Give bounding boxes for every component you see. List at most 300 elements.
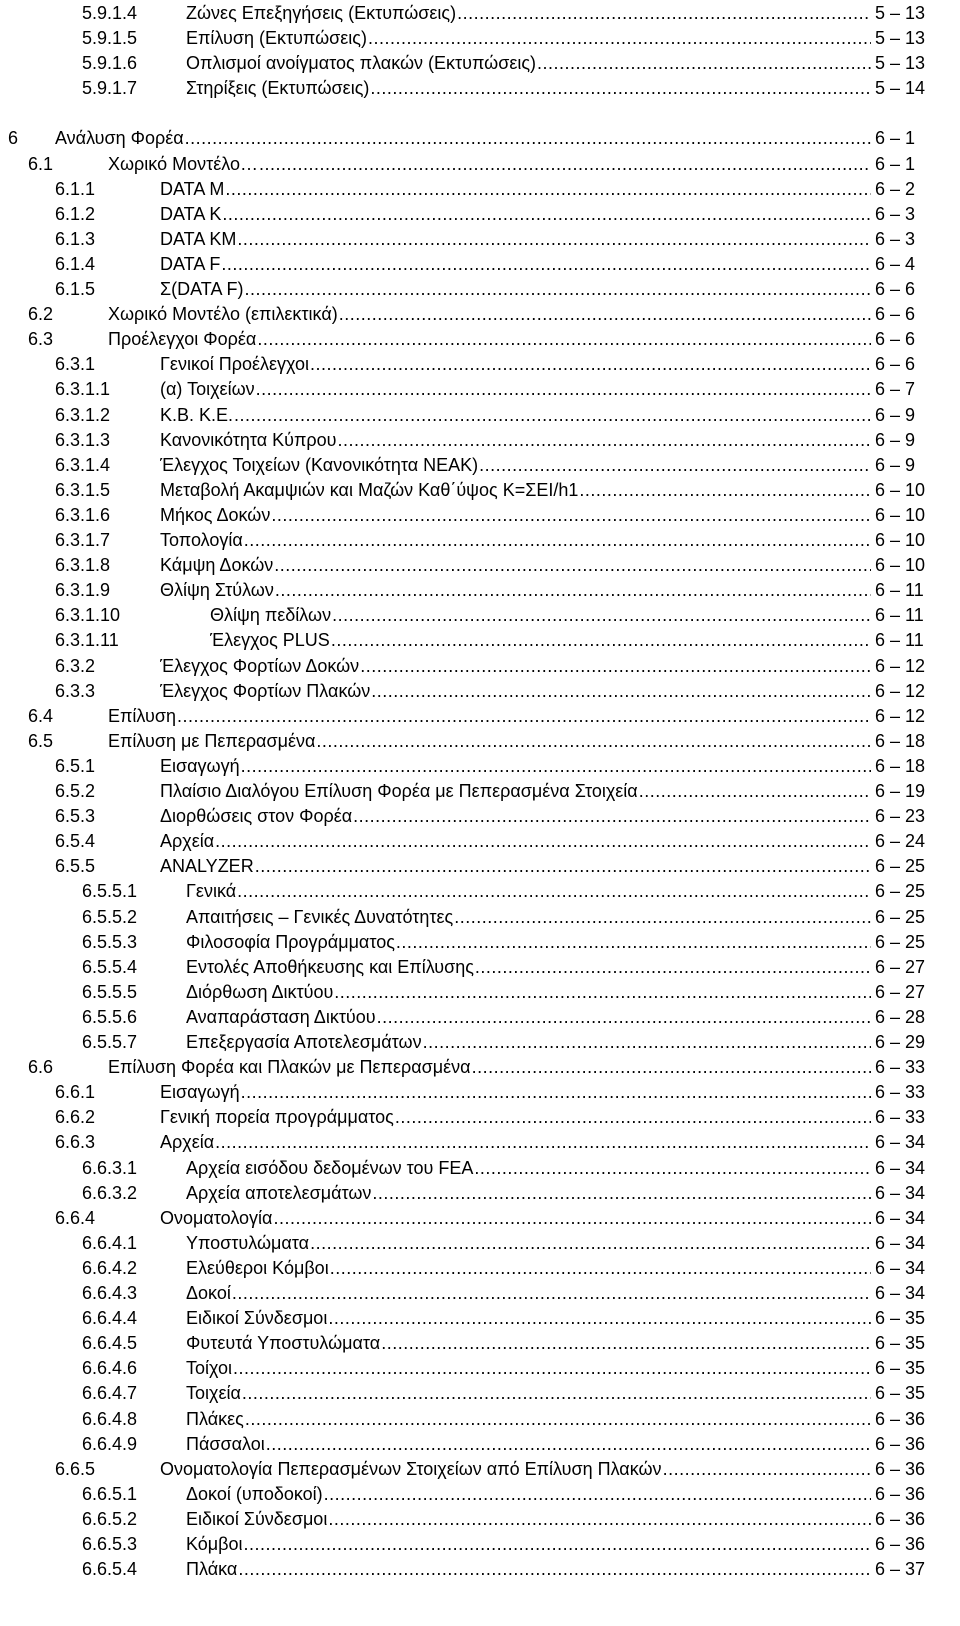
toc-entry-number: 6.6.4.7 <box>82 1383 138 1404</box>
toc-entry[interactable] <box>0 1180 960 1206</box>
toc-entry-title[interactable]: Φιλοσοφία Προγράμματος <box>186 931 395 952</box>
toc-entry-page: 6 – 35 <box>875 1333 926 1354</box>
toc-entry[interactable] <box>0 1456 960 1482</box>
toc-entry-title-line <box>186 1481 871 1507</box>
toc-entry[interactable] <box>0 1255 960 1281</box>
toc-entry-title[interactable]: Έλεγχος PLUS <box>210 630 330 651</box>
toc-entry-title[interactable]: Επίλυση <box>108 705 176 726</box>
toc-entry[interactable] <box>0 728 960 754</box>
toc-entry-title-line <box>186 1230 871 1256</box>
toc-entry-title-line <box>108 301 871 327</box>
dot-leader <box>241 1079 871 1105</box>
toc-entry-title[interactable]: Χωρικό Μοντέλο (επιλεκτικά) <box>108 304 338 325</box>
dot-leader <box>215 1129 871 1155</box>
dot-leader <box>368 25 871 51</box>
toc-entry[interactable] <box>0 376 960 402</box>
toc-entry-page: 6 – 10 <box>875 504 926 525</box>
toc-entry-title-line <box>186 904 871 930</box>
toc-entry-page: 6 – 1 <box>875 128 916 149</box>
toc-entry-number: 6.5.5.1 <box>82 881 138 902</box>
toc-entry-title[interactable]: Εντολές Αποθήκευσης και Επίλυσης <box>186 956 474 977</box>
dot-leader <box>457 0 871 26</box>
toc-entry-page: 5 – 14 <box>875 78 926 99</box>
toc-entry[interactable] <box>0 1004 960 1030</box>
toc-entry-page: 6 – 11 <box>875 580 924 601</box>
toc-entry-title[interactable]: Αρχεία <box>160 1132 215 1153</box>
toc-entry-title[interactable]: Διορθώσεις στον Φορέα <box>160 806 353 827</box>
dot-leader <box>221 251 871 277</box>
dot-leader <box>242 1380 871 1406</box>
toc-entry-title[interactable]: Χωρικό Μοντέλο… <box>108 153 258 174</box>
toc-entry-title[interactable]: Ονοματολογία Πεπερασμένων Στοιχείων από Επίλυση Πλακών <box>160 1458 662 1479</box>
toc-entry-title[interactable]: Αναπαράσταση Δικτύου <box>186 1006 376 1027</box>
toc-entry-number: 6.3.1.4 <box>55 454 111 475</box>
toc-entry-title[interactable]: Γενική πορεία προγράμματος <box>160 1107 394 1128</box>
toc-entry-title-line <box>108 728 871 754</box>
toc-entry[interactable] <box>0 1431 960 1457</box>
toc-entry[interactable] <box>0 251 960 277</box>
toc-entry-number: 6.6.3.1 <box>82 1157 138 1178</box>
toc-entry-title[interactable]: Θλίψη πεδίλων <box>210 605 332 626</box>
toc-entry-title[interactable]: Επίλυση με Πεπερασμένα <box>108 730 316 751</box>
toc-entry-title[interactable]: Πλάκα <box>186 1559 238 1580</box>
dot-leader <box>215 828 871 854</box>
dot-leader <box>237 878 871 904</box>
dot-leader <box>185 125 871 151</box>
toc-entry-title[interactable]: Ειδικοί Σύνδεσμοι <box>186 1508 328 1529</box>
toc-entry-title[interactable]: Ειδικοί Σύνδεσμοι <box>186 1308 328 1329</box>
toc-entry[interactable] <box>0 1155 960 1181</box>
toc-entry-title-line <box>160 477 871 503</box>
toc-entry-title[interactable]: Στηρίξεις (Εκτυπώσεις) <box>186 78 370 99</box>
toc-entry-title[interactable]: Εισαγωγή <box>160 755 240 776</box>
toc-entry[interactable] <box>0 1380 960 1406</box>
toc-entry-page: 6 – 35 <box>875 1308 926 1329</box>
toc-entry-title[interactable]: Γενικά <box>186 881 237 902</box>
toc-entry[interactable] <box>0 326 960 352</box>
toc-entry-title[interactable]: Πάσσαλοι <box>186 1433 265 1454</box>
toc-entry-number: 6.3.1.1 <box>55 379 111 400</box>
toc-entry-number: 5.9.1.6 <box>82 53 138 74</box>
toc-entry-page: 6 – 33 <box>875 1082 926 1103</box>
toc-entry-page: 6 – 11 <box>875 630 924 651</box>
toc-entry-number: 6.3.1.10 <box>55 605 121 626</box>
toc-entry-title[interactable]: Έλεγχος Φορτίων Δοκών <box>160 655 360 676</box>
toc-entry[interactable] <box>0 25 960 51</box>
toc-entry[interactable] <box>0 627 960 653</box>
toc-entry-title[interactable]: Ελεύθεροι Κόμβοι <box>186 1257 329 1278</box>
dot-leader <box>234 402 871 428</box>
toc-entry[interactable] <box>0 1280 960 1306</box>
toc-entry[interactable] <box>0 954 960 980</box>
toc-entry-page: 6 – 12 <box>875 655 926 676</box>
toc-entry-page: 6 – 34 <box>875 1157 926 1178</box>
toc-entry[interactable] <box>0 653 960 679</box>
toc-entry-title[interactable]: Δοκοί <box>186 1283 231 1303</box>
toc-entry-page: 6 – 23 <box>875 806 926 827</box>
toc-entry-title[interactable]: Αρχεία αποτελεσμάτων <box>186 1182 372 1203</box>
toc-entry-number: 6.6 <box>28 1057 54 1078</box>
dot-leader <box>334 979 871 1005</box>
toc-entry-page: 6 – 25 <box>875 881 926 902</box>
toc-entry-page: 5 – 13 <box>875 53 926 74</box>
toc-entry-number: 6.5.5.3 <box>82 931 138 952</box>
toc-entry-number: 6.3.2 <box>55 655 96 676</box>
toc-entry-page: 6 – 1 <box>875 153 916 174</box>
toc-entry[interactable] <box>0 853 960 879</box>
toc-entry-title[interactable]: Μεταβολή Ακαμψιών και Μαζών Καθ΄ύψος Κ=ΣΕΙ/h1 <box>160 479 579 500</box>
toc-entry-title[interactable]: (α) Τοιχείων <box>160 379 255 400</box>
toc-entry-title[interactable]: Έλεγχος Φορτίων Πλακών <box>160 680 371 701</box>
toc-entry-title[interactable]: Θλίψη Στύλων <box>160 580 274 601</box>
dot-leader <box>310 351 871 377</box>
toc-entry[interactable] <box>0 75 960 101</box>
toc-entry-page: 6 – 6 <box>875 279 916 299</box>
toc-entry-number: 6.5.5.2 <box>82 906 138 927</box>
toc-entry-title-line <box>186 1431 871 1457</box>
toc-entry-title-line <box>160 1129 871 1155</box>
toc-entry-title-line <box>160 452 871 478</box>
toc-entry-number: 6.3.3 <box>55 680 96 701</box>
toc-entry[interactable] <box>0 1104 960 1130</box>
toc-entry-page: 6 – 25 <box>875 906 926 927</box>
toc-entry-page: 6 – 4 <box>875 253 916 274</box>
toc-entry-title-line <box>186 1380 871 1406</box>
toc-entry-title-line <box>186 1556 871 1582</box>
toc-entry-title[interactable]: Φυτευτά Υποστυλώματα <box>186 1333 381 1354</box>
dot-leader <box>244 1531 871 1557</box>
dot-leader <box>537 50 871 76</box>
dot-leader <box>256 376 871 402</box>
toc-entry-number: 6.1.4 <box>55 253 96 274</box>
dot-leader <box>324 1481 871 1507</box>
toc-entry-title-line <box>160 853 871 879</box>
dot-leader <box>225 176 871 202</box>
toc-entry[interactable] <box>0 527 960 553</box>
toc-entry[interactable] <box>0 151 960 177</box>
toc-entry-title[interactable]: DATA KM <box>160 228 237 249</box>
toc-entry-number: 6.6.5.2 <box>82 1508 138 1529</box>
dot-leader <box>310 1230 871 1256</box>
toc-entry[interactable] <box>0 1556 960 1582</box>
toc-entry-title[interactable]: Μήκος Δοκών <box>160 504 271 525</box>
toc-entry-page: 6 – 10 <box>875 479 926 500</box>
toc-entry-number: 6.6.5.4 <box>82 1559 138 1580</box>
dot-leader <box>257 326 871 352</box>
dot-leader <box>423 1029 871 1055</box>
toc-entry-title-line <box>160 1456 871 1482</box>
dot-leader <box>337 427 871 453</box>
toc-entry-title-line <box>160 653 871 679</box>
toc-entry-title[interactable]: Ζώνες Επεξηγήσεις (Εκτυπώσεις) <box>186 3 457 23</box>
dot-leader <box>331 627 871 653</box>
toc-entry-title[interactable]: Κάμψη Δοκών <box>160 555 274 576</box>
toc-entry[interactable] <box>0 1230 960 1256</box>
dot-leader <box>395 1104 871 1130</box>
toc-entry-title-line <box>186 1531 871 1557</box>
toc-entry-title[interactable]: Αρχεία <box>160 831 215 852</box>
toc-entry-title[interactable]: Επίλυση (Εκτυπώσεις) <box>186 28 367 49</box>
toc-entry[interactable] <box>0 678 960 704</box>
dot-leader <box>328 1305 871 1331</box>
toc-entry-number: 6.1.3 <box>55 228 96 249</box>
toc-entry[interactable] <box>0 703 960 729</box>
toc-entry-page: 6 – 36 <box>875 1408 926 1429</box>
toc-entry-title[interactable]: Ονοματολογία <box>160 1207 273 1228</box>
toc-entry-title[interactable]: Υποστυλώματα <box>186 1232 310 1253</box>
toc-entry-title[interactable]: DATA K <box>160 203 222 224</box>
toc-entry-number: 6.3 <box>28 329 54 350</box>
toc-entry[interactable] <box>0 1406 960 1432</box>
toc-entry-number: 6.6.4.4 <box>82 1308 138 1329</box>
toc-entry-number: 6.3.1.2 <box>55 404 111 425</box>
toc-entry-title[interactable]: DATA M <box>160 178 225 199</box>
toc-entry-title[interactable]: Τοίχοι <box>186 1358 233 1379</box>
toc-entry-number: 6.6.4.8 <box>82 1408 138 1429</box>
dot-leader <box>244 527 871 553</box>
dot-leader <box>332 602 871 628</box>
toc-entry[interactable] <box>0 753 960 779</box>
toc-entry-title-line <box>186 75 871 101</box>
toc-entry[interactable] <box>0 577 960 603</box>
toc-entry-number: 6.6.5 <box>55 1458 96 1479</box>
toc-entry-title[interactable]: Τοπολογία <box>160 530 243 550</box>
toc-entry-number: 6.1 <box>28 153 54 174</box>
toc-entry-page: 6 – 35 <box>875 1358 926 1379</box>
dot-leader <box>370 75 871 101</box>
toc-entry[interactable] <box>0 276 960 302</box>
toc-entry-title-line <box>186 1305 871 1331</box>
toc-entry-page: 6 – 27 <box>875 981 926 1002</box>
toc-entry[interactable] <box>0 552 960 578</box>
toc-entry[interactable] <box>0 1330 960 1356</box>
toc-entry-title[interactable]: Κόμβοι <box>186 1534 243 1554</box>
toc-entry[interactable] <box>0 176 960 202</box>
dot-leader <box>233 1355 871 1381</box>
toc-entry-title[interactable]: Κ.Β. Κ.Ε. <box>160 404 234 425</box>
toc-entry[interactable] <box>0 1079 960 1105</box>
dot-leader <box>472 1054 871 1080</box>
toc-entry-number: 6.6.1 <box>55 1082 96 1103</box>
toc-entry-title[interactable]: Δοκοί (υποδοκοί) <box>186 1483 323 1504</box>
dot-leader <box>266 1431 871 1457</box>
toc-entry[interactable] <box>0 1481 960 1507</box>
toc-entry[interactable] <box>0 1305 960 1331</box>
toc-entry-page: 6 – 36 <box>875 1483 926 1504</box>
toc-entry[interactable] <box>0 878 960 904</box>
toc-entry-number: 6.5.4 <box>55 831 96 852</box>
toc-entry-title-line <box>160 1205 871 1231</box>
toc-entry[interactable] <box>0 1531 960 1557</box>
toc-entry[interactable] <box>0 929 960 955</box>
toc-entry-title[interactable]: Αρχεία εισόδου δεδομένων του FEA <box>186 1157 474 1178</box>
toc-entry-number: 6.5.5 <box>55 856 96 877</box>
toc-entry[interactable] <box>0 201 960 227</box>
toc-entry-page: 6 – 25 <box>875 856 926 877</box>
toc-entry-number: 6.6.4 <box>55 1207 96 1228</box>
toc-entry[interactable] <box>0 477 960 503</box>
toc-entry[interactable] <box>0 1355 960 1381</box>
dot-leader <box>222 201 871 227</box>
toc-entry-title[interactable]: Τοιχεία <box>186 1383 241 1404</box>
dot-leader <box>579 477 871 503</box>
toc-entry-number: 6.6.3 <box>55 1132 96 1153</box>
toc-entry-title[interactable]: Έλεγχος Τοιχείων (Κανονικότητα ΝΕΑΚ) <box>160 454 479 475</box>
toc-entry-title[interactable]: Εισαγωγή <box>160 1082 240 1103</box>
toc-entry-number: 6.3.1.5 <box>55 479 111 500</box>
toc-entry[interactable] <box>0 979 960 1005</box>
toc-entry[interactable] <box>0 1129 960 1155</box>
toc-entry-number: 6.3.1.11 <box>55 630 119 651</box>
toc-entry[interactable] <box>0 602 960 628</box>
toc-entry-title-line <box>186 1004 871 1030</box>
dot-leader <box>330 1255 871 1281</box>
toc-entry-number: 6.2 <box>28 304 54 325</box>
toc-entry-title-line <box>186 1280 871 1306</box>
toc-entry-page: 6 – 19 <box>875 781 926 801</box>
dot-leader <box>244 276 871 302</box>
toc-entry[interactable] <box>0 1205 960 1231</box>
toc-entry[interactable] <box>0 301 960 327</box>
dot-leader <box>177 703 871 729</box>
dot-leader <box>377 1004 871 1030</box>
toc-entry-title[interactable]: DATA F <box>160 253 221 274</box>
toc-entry[interactable] <box>0 828 960 854</box>
toc-entry-number: 6.3.1 <box>55 354 96 375</box>
toc-entry-number: 6.6.4.5 <box>82 1333 138 1354</box>
toc-entry-page: 6 – 27 <box>875 956 926 977</box>
toc-entry-title[interactable]: Γενικοί Προέλεγχοι <box>160 354 310 375</box>
dot-leader <box>237 226 871 252</box>
toc-entry-title[interactable]: Προέλεγχοι Φορέα <box>108 329 257 350</box>
dot-leader <box>275 577 871 603</box>
toc-entry-page: 6 – 2 <box>875 178 916 199</box>
toc-entry-page: 6 – 28 <box>875 1006 926 1027</box>
toc-entry-title-line <box>160 502 871 528</box>
dot-leader <box>454 904 871 930</box>
toc-entry[interactable] <box>0 50 960 76</box>
toc-entry-number: 5.9.1.4 <box>82 3 138 23</box>
dot-leader <box>273 1205 871 1231</box>
toc-entry-number: 6.5.1 <box>55 755 96 776</box>
toc-entry-number: 6.5 <box>28 730 54 751</box>
toc-entry-number: 6.6.2 <box>55 1107 96 1128</box>
toc-entry[interactable] <box>0 226 960 252</box>
toc-entry-page: 6 – 18 <box>875 730 926 751</box>
toc-entry-number: 6.6.5.1 <box>82 1483 138 1504</box>
dot-leader <box>259 151 871 177</box>
toc-entry-number: 5.9.1.5 <box>82 28 138 49</box>
toc-entry[interactable] <box>0 803 960 829</box>
toc-entry-page: 6 – 11 <box>875 605 924 626</box>
toc-entry-title[interactable]: Οπλισμοί ανοίγματος πλακών (Εκτυπώσεις) <box>186 53 537 74</box>
toc-entry[interactable] <box>0 1029 960 1055</box>
toc-entry-title[interactable]: Επίλυση Φορέα και Πλακών με Πεπερασμένα <box>108 1057 471 1078</box>
toc-entry[interactable] <box>0 0 960 26</box>
toc-entry-number: 6.6.4.1 <box>82 1232 138 1253</box>
toc-entry-number: 6.3.1.7 <box>55 530 111 550</box>
toc-entry-number: 6.5.5.5 <box>82 981 138 1002</box>
toc-entry-title[interactable]: Επεξεργασία Αποτελεσμάτων <box>186 1032 422 1052</box>
toc-entry-title[interactable]: Διόρθωση Δικτύου <box>186 981 334 1002</box>
toc-entry[interactable] <box>0 502 960 528</box>
toc-entry[interactable] <box>0 452 960 478</box>
toc-entry-title-line <box>186 1330 871 1356</box>
toc-entry[interactable] <box>0 1506 960 1532</box>
dot-leader <box>353 803 871 829</box>
toc-entry-page: 6 – 34 <box>875 1182 926 1203</box>
toc-entry-title-line <box>160 176 871 202</box>
toc-entry-page: 6 – 9 <box>875 429 916 450</box>
toc-entry[interactable] <box>0 402 960 428</box>
toc-entry-title-line <box>160 402 871 428</box>
toc-entry[interactable] <box>0 904 960 930</box>
toc-entry[interactable] <box>0 351 960 377</box>
toc-entry-page: 6 – 33 <box>875 1107 926 1128</box>
dot-leader <box>371 678 871 704</box>
toc-entry-title[interactable]: Κανονικότητα Κύπρου <box>160 429 337 450</box>
toc-entry-title-line <box>160 376 871 402</box>
toc-entry-page: 6 – 10 <box>875 530 926 550</box>
toc-entry[interactable] <box>0 427 960 453</box>
toc-entry-page: 6 – 36 <box>875 1508 926 1529</box>
toc-entry-page: 6 – 6 <box>875 329 916 350</box>
toc-entry-page: 6 – 29 <box>875 1032 926 1052</box>
dot-leader <box>396 929 871 955</box>
toc-entry-number: 6.3.1.6 <box>55 504 111 525</box>
toc-entry-number: 6.5.5.7 <box>82 1032 138 1052</box>
dot-leader <box>479 452 871 478</box>
toc-entry[interactable] <box>0 778 960 804</box>
toc-entry-page: 6 – 34 <box>875 1257 926 1278</box>
toc-entry-title-line <box>160 552 871 578</box>
toc-entry-title[interactable]: ANALYZER <box>160 856 254 877</box>
toc-entry-page: 6 – 10 <box>875 555 926 576</box>
toc-entry-title[interactable]: Σ(DATA F) <box>160 279 244 299</box>
toc-entry-title[interactable]: Ανάλυση Φορέα <box>55 128 184 149</box>
toc-entry-title-line <box>160 251 871 277</box>
toc-entry-page: 6 – 3 <box>875 203 916 224</box>
toc-entry-number: 6.6.4.2 <box>82 1257 138 1278</box>
toc-entry[interactable] <box>0 125 960 151</box>
toc-entry-number: 6.5.5.6 <box>82 1006 138 1027</box>
toc-entry-title[interactable]: Απαιτήσεις – Γενικές Δυνατότητες <box>186 906 454 927</box>
toc-entry-title-line <box>160 778 871 804</box>
toc-entry-number: 6.1.2 <box>55 203 96 224</box>
toc-entry-number: 6.4 <box>28 705 54 726</box>
toc-entry-title-line <box>186 1406 871 1432</box>
toc-entry[interactable] <box>0 1054 960 1080</box>
toc-entry-title-line <box>210 602 871 628</box>
toc-entry-title[interactable]: Πλάκες <box>186 1408 244 1429</box>
toc-entry-title-line <box>186 0 871 26</box>
toc-entry-page: 5 – 13 <box>875 28 926 49</box>
toc-entry-title-line <box>186 1180 871 1206</box>
toc-entry-title-line <box>186 979 871 1005</box>
toc-entry-page: 6 – 34 <box>875 1207 926 1228</box>
toc-entry-page: 6 – 34 <box>875 1232 926 1253</box>
toc-entry-page: 6 – 18 <box>875 755 926 776</box>
toc-entry-number: 6.6.3.2 <box>82 1182 138 1203</box>
toc-entry-title-line <box>160 427 871 453</box>
toc-entry-title[interactable]: Πλαίσιο Διαλόγου Επίλυση Φορέα με Πεπερασμένα Στοιχεία <box>160 781 638 801</box>
toc-entry-page: 6 – 6 <box>875 304 916 325</box>
dot-leader <box>241 753 871 779</box>
dot-leader <box>663 1456 871 1482</box>
toc-entry-page: 6 – 35 <box>875 1383 926 1404</box>
dot-leader <box>274 552 871 578</box>
toc-entry-title-line <box>160 753 871 779</box>
